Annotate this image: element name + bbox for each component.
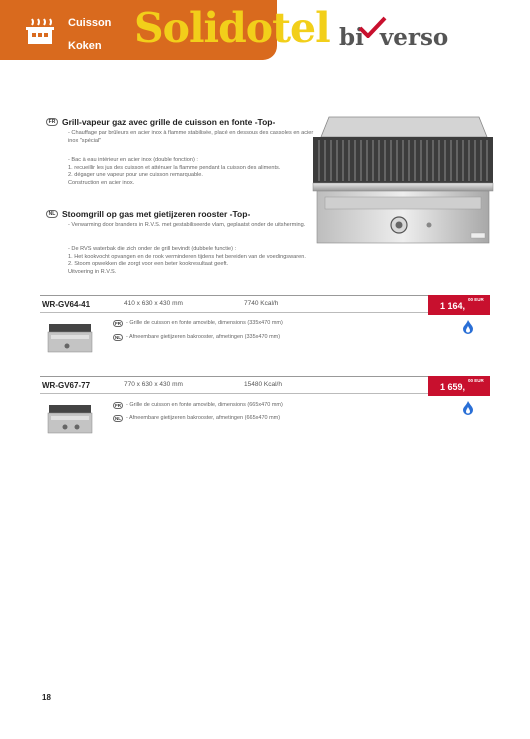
brand-logo: Solidotel bbox=[134, 4, 330, 52]
flag-fr: FR bbox=[115, 403, 121, 408]
brand-logo-secondary: bi verso bbox=[339, 24, 449, 51]
option-text-fr: - Grille de cuisson en fonte amovible, dimensions (665x470 mm) bbox=[126, 402, 283, 408]
price-value: 1 164, bbox=[440, 301, 466, 311]
price-decimals: 00 EUR bbox=[468, 378, 484, 383]
product-desc-fr-1: - Chauffage par brûleurs en acier inox à flamme stabilisée, placé en dessous des cassoles en acier inox "spécial" bbox=[68, 130, 314, 144]
product-desc-nl-2: - De RVS waterbak die zich onder de grill bevindt (dubbele functie) : 1. Het kookvocht opvangen en de rook verminderen tijdens het bereiden van de voedingswaren. 2. Stoom opwekken die zorgt voor een beter kookresultaat geeft. Uitvoering in R.V.S. bbox=[68, 246, 306, 275]
model-dimensions: 770 x 630 x 430 mm bbox=[124, 381, 183, 388]
price-badge bbox=[428, 376, 490, 396]
product-title-fr: Grill-vapeur gaz avec grille de cuisson en fonte -Top- bbox=[62, 117, 276, 127]
checkmark-icon bbox=[357, 16, 387, 38]
option-text-fr: - Grille de cuisson en fonte amovible, dimensions (335x470 mm) bbox=[126, 320, 283, 326]
model-row bbox=[40, 295, 490, 313]
flag-fr: FR bbox=[115, 321, 121, 326]
option-text-nl: - Afneembare gietijzeren bakrooster, afmetingen (335x470 mm) bbox=[126, 334, 281, 340]
flag-nl: NL bbox=[46, 210, 58, 218]
flag-nl: NL bbox=[115, 416, 121, 421]
product-desc-fr-2: - Bac à eau intérieur en acier inox (double fonction) : 1. recueillir les jus des cuisson et atténuer la flamme pendant la cuisson des aliments. 2. dégager une vapeur pour une cuisson remarquable. Construction en acier inox. bbox=[68, 157, 281, 186]
flag-nl: NL bbox=[115, 335, 121, 340]
option-text-nl: - Afneembare gietijzeren bakrooster, afmetingen (665x470 mm) bbox=[126, 415, 281, 421]
model-power: 15480 Kcal/h bbox=[244, 381, 282, 388]
model-code: WR-GV64-41 bbox=[42, 300, 91, 309]
page-number: 18 bbox=[42, 693, 51, 702]
category-label-fr: Cuisson bbox=[68, 17, 112, 29]
model-power: 7740 Kcal/h bbox=[244, 300, 279, 307]
category-label-nl: Koken bbox=[68, 40, 102, 52]
price-badge bbox=[428, 295, 490, 315]
product-title-nl: Stoomgrill op gas met gietijzeren rooster -Top- bbox=[62, 209, 251, 219]
model-dimensions: 410 x 630 x 430 mm bbox=[124, 300, 183, 307]
pot-icon bbox=[26, 16, 54, 46]
product-thumbnail bbox=[47, 403, 93, 435]
model-code: WR-GV67-77 bbox=[42, 381, 91, 390]
product-thumbnail bbox=[47, 322, 93, 354]
price-value: 1 659, bbox=[440, 382, 466, 392]
product-desc-nl-1: - Verwarming door branders in R.V.S. met gestabiliseerde vlam, geplaatst onder de uitsherming. bbox=[68, 222, 306, 228]
gas-flame-icon bbox=[463, 401, 473, 415]
model-row bbox=[40, 376, 490, 394]
gas-flame-icon bbox=[463, 320, 473, 334]
flag-fr: FR bbox=[46, 118, 58, 126]
product-image bbox=[311, 107, 495, 247]
price-decimals: 00 EUR bbox=[468, 297, 484, 302]
